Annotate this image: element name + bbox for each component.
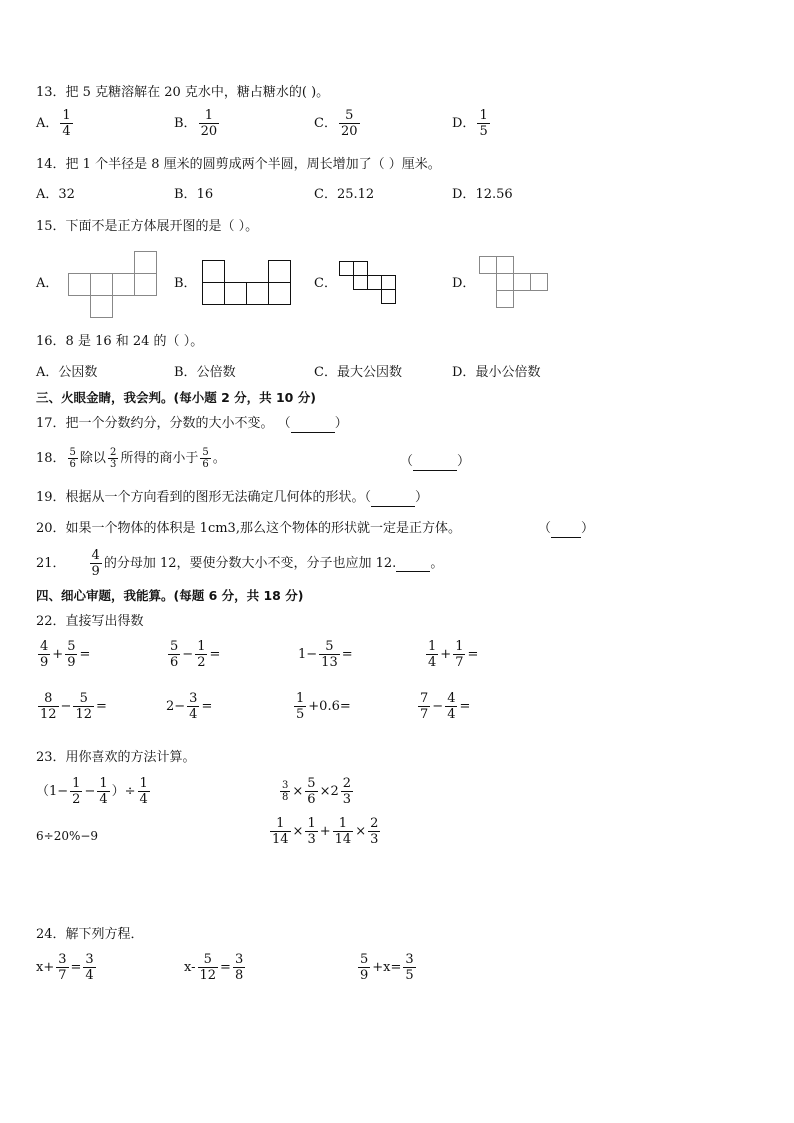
q14-option-a[interactable]: A．32 [36,187,75,202]
q15-option-d-label[interactable]: D． [452,276,476,291]
q20-answer: （ ） [538,521,595,536]
q13-option-c[interactable]: C． 5 20 [314,108,358,139]
q22-calc-6: 2− $\frac{3}{4}$ = [166,691,213,722]
cube-net-d [479,256,553,312]
q16-option-b[interactable]: B．公倍数 [174,365,236,380]
q22-calc-4: 1 4 + $\frac{1}{7}$ = [428,639,479,670]
cube-net-a [68,250,158,318]
q22-calc-5: 8 12 − $\frac{5}{12}$ = [40,691,107,722]
q20-text: 20．如果一个物体的体积是 1cm3,那么这个物体的形状就一定是正方体。 [36,521,461,536]
q15-option-b-label[interactable]: B． [174,276,197,291]
q19: 19．根据从一个方向看到的图形无法确定几何体的形状。（ ） [36,490,429,505]
q15-option-a-label[interactable]: A． [36,276,59,291]
q23-expr-3: 6÷20%−9 [36,829,99,843]
q22-calc-3: 1− $\frac{5}{13}$ = [298,639,353,670]
q16-option-d[interactable]: D．最小公倍数 [452,365,541,380]
q14-option-d[interactable]: D．12.56 [452,187,513,202]
cube-net-b [202,260,294,306]
q18: 18． 5 6 除以 2 3 所得的商小于 5 6 。 [36,447,226,470]
q13-option-b[interactable]: B． 1 20 [174,108,218,139]
q22-calc-8: 7 7 − $\frac{4}{4}$ = [420,691,471,722]
q24-eq-1: x+ $\frac{3}{7}$ = $\frac{3}{4}$ [36,952,94,983]
q22-calc-1: 4 9 + $\frac{5}{9}$ = [40,639,91,670]
q23-expr-1: （1− $\frac{1}{2}$ − $\frac{1}{4}$ ）÷ $\frac{1}{4}$ [36,776,148,807]
q15-text: 15．下面不是正方体展开图的是（ ）。 [36,219,259,234]
q14-option-b[interactable]: B．16 [174,187,214,202]
q24-eq-3: 5 9 +x= $\frac{3}{5}$ [360,952,414,983]
q19-answer-blank[interactable] [371,490,415,507]
q18-answer-blank[interactable] [413,454,457,471]
q17: 17．把一个分数约分，分数的大小不变。 （ ） [36,416,348,431]
q20-answer-blank[interactable] [551,521,581,538]
q23-expr-4: $\frac{1}{14}$ × $\frac{1}{3}$ + $\frac{1}{14}$ × $\frac{2}{3}$ [272,816,379,847]
q24-eq-2: x- $\frac{5}{12}$ = $\frac{3}{8}$ [184,952,244,983]
q22-calc-7: 1 5 +0.6= [296,691,351,722]
q24-title: 24．解下列方程． [36,927,144,942]
q14-option-c[interactable]: C．25.12 [314,187,375,202]
q17-answer-blank[interactable] [291,416,335,433]
q22-calc-2: 5 6 − $\frac{1}{2}$ = [170,639,221,670]
q23-title: 23．用你喜欢的方法计算。 [36,750,196,765]
section-3-heading: 三、火眼金睛，我会判。(每小题 2 分，共 10 分) [36,390,316,405]
q13-option-a[interactable]: A． 1 4 [36,108,71,139]
q15-option-c-label[interactable]: C． [314,276,337,291]
q21-answer-blank[interactable] [396,555,430,572]
q16-option-c[interactable]: C．最大公因数 [314,365,402,380]
q16-option-a[interactable]: A．公因数 [36,365,98,380]
q18-answer: （ ） [400,454,471,469]
section-4-heading: 四、细心审题，我能算。(每题 6 分，共 18 分) [36,588,304,603]
q13-text: 13．把 5 克糖溶解在 20 克水中，糖占糖水的( )。 [36,85,330,100]
cube-net-c [339,261,399,307]
q22-title: 22．直接写出得数 [36,614,144,629]
q16-text: 16．8 是 16 和 24 的（ ）。 [36,334,204,349]
q14-text: 14．把 1 个半径是 8 厘米的圆剪成两个半圆，周长增加了（ ）厘米。 [36,157,441,172]
q13-option-d[interactable]: D． 1 5 [452,108,488,139]
q21: 21． 4 9 的分母加 12，要使分数大小不变，分子也应加 12. 。 [36,548,444,579]
q23-expr-2: $\frac{3}{8}$ × $\frac{5}{6}$ ×2 2 3 [282,776,352,807]
